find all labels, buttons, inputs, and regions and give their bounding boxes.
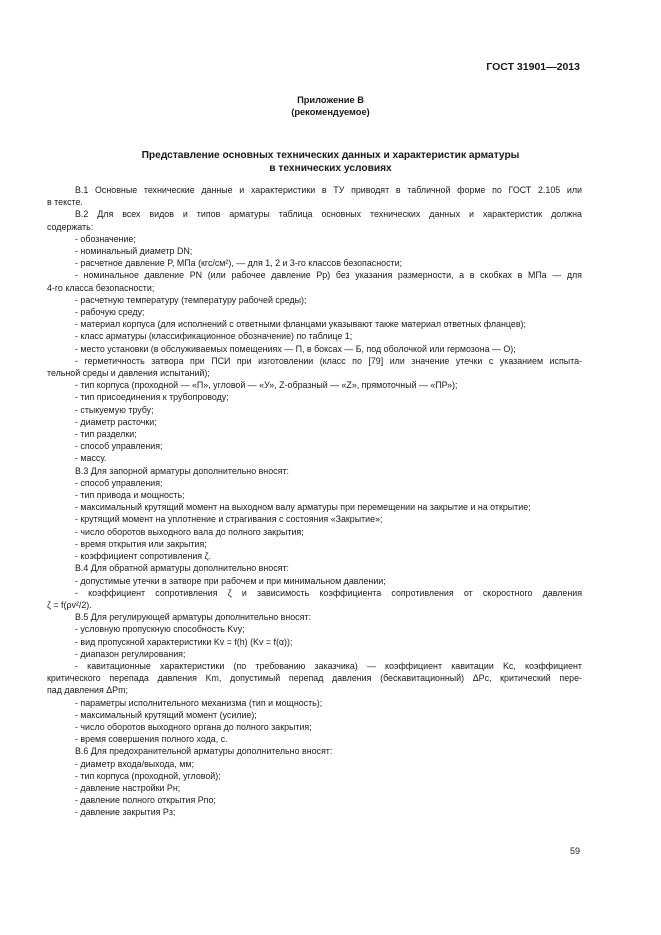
text-line: - вид пропускной характеристики Kv = f(h) (Kv = f(α)); [75, 636, 293, 647]
text-line: - тип корпуса (проходной — «П», угловой — «У», Z-образный — «Z», прямоточный — «ПР»); [75, 380, 458, 391]
text-line: В.4 Для обратной арматуры дополнительно вносят: [75, 563, 289, 574]
appendix-heading [0, 94, 661, 118]
text-line: - класс арматуры (классификационное обозначение) по таблице 1; [75, 331, 353, 342]
text-line: - кавитационные характеристики (по требованию заказчика) — коэффициент кавитации Kc, коэффициент [75, 660, 582, 671]
text-line: - номинальное давление PN (или рабочее давление Pр) без указания размерности, а в скобках в МПа — для [75, 270, 582, 281]
standard-header: ГОСТ 31901—2013 [486, 61, 580, 73]
text-line: В.2 Для всех видов и типов арматуры таблица основных технических данных и характеристик должна [75, 209, 582, 220]
page-number: 59 [569, 846, 580, 856]
text-line: - условную пропускную способность Kvy; [75, 624, 245, 635]
text-line: - коэффициент сопротивления ζ. [75, 551, 211, 562]
text-line: содержать: [47, 221, 94, 232]
text-line: - максимальный крутящий момент на выходном валу арматуры при перемещении на закрытие и на открытие; [75, 502, 531, 513]
text-line: - допустимые утечки в затворе при рабочем и при минимальном давлении; [75, 575, 386, 586]
section-title-line-1: Представление основных технических данных и характеристик арматуры [141, 150, 520, 161]
text-line: - тип разделки; [75, 429, 137, 440]
text-line: критического перепада давления Km, допустимый перепад давления (бескавитационный) ΔPc, критический пере- [47, 673, 582, 684]
text-line: - время совершения полного хода, с. [75, 734, 228, 745]
text-line: - рабочую среду; [75, 307, 145, 318]
text-line: тельной среды и давления испытаний); [47, 368, 210, 379]
text-line: В.6 Для предохранительной арматуры дополнительно вносят: [75, 746, 333, 757]
text-line: - тип привода и мощность; [75, 490, 185, 501]
text-line: - номинальный диаметр DN; [75, 246, 193, 257]
text-line: - расчетную температуру (температуру рабочей среды); [75, 294, 307, 305]
text-line: - максимальный крутящий момент (усилие); [75, 709, 257, 720]
text-line: ζ = f(ρv²/2). [47, 599, 92, 610]
text-line: - герметичность затвора при ПСИ при изготовлении (класс по [79] или значение утечки с указанием испыта- [75, 355, 582, 366]
text-line: - давление закрытия Pз; [75, 807, 176, 818]
text-line: - тип корпуса (проходной, угловой); [75, 770, 221, 781]
text-line: пад давления ΔPm; [47, 685, 128, 696]
text-line: - число оборотов выходного органа до полного закрытия; [75, 721, 312, 732]
text-line: - способ управления; [75, 477, 163, 488]
text-line: - число оборотов выходного вала до полного закрытия; [75, 526, 304, 537]
section-title-line-2: в технических условиях [269, 163, 392, 174]
body-text [47, 184, 582, 819]
text-line: - диаметр входа/выхода, мм; [75, 758, 194, 769]
text-line: В.3 Для запорной арматуры дополнительно вносят: [75, 465, 289, 476]
appendix-status: (рекомендуемое) [291, 107, 370, 117]
text-line: - обозначение; [75, 233, 136, 244]
text-line: - время открытия или закрытия; [75, 538, 207, 549]
text-line: - массу. [75, 453, 107, 464]
text-line: - крутящий момент на уплотнение и страгивания с состояния «Закрытие»; [75, 514, 383, 525]
text-line: - способ управления; [75, 441, 163, 452]
text-line: - тип присоединения к трубопроводу; [75, 392, 229, 403]
text-line: - материал корпуса (для исполнений с ответными фланцами указывают также материал ответных фланцев); [75, 319, 526, 330]
text-line: - параметры исполнительного механизма (тип и мощность); [75, 697, 323, 708]
text-line: В.5 Для регулирующей арматуры дополнительно вносят: [75, 612, 311, 623]
appendix-name: Приложение В [297, 95, 364, 105]
text-line: - место установки (в обслуживаемых помещениях — П, в боксах — Б, под оболочкой или гермозона — О); [75, 343, 516, 354]
section-title [0, 149, 661, 175]
text-line: - давление настройки Pн; [75, 782, 181, 793]
text-line: - коэффициент сопротивления ζ и зависимость коэффициента сопротивления от скоростного давления [75, 587, 582, 598]
text-line: - диаметр расточки; [75, 416, 157, 427]
text-line: В.1 Основные технические данные и характеристики в ТУ приводят в табличной форме по ГОСТ 2.105 или [75, 185, 582, 195]
text-line: - стыкуемую трубу; [75, 404, 154, 415]
text-line: - давление полного открытия Pпо; [75, 795, 216, 806]
text-line: в тексте. [47, 197, 83, 208]
text-line: - расчетное давление P, МПа (кгс/см²), — для 1, 2 и 3-го классов безопасности; [75, 258, 402, 269]
text-line: 4-го класса безопасности; [47, 282, 155, 293]
text-line: - диапазон регулирования; [75, 648, 186, 659]
